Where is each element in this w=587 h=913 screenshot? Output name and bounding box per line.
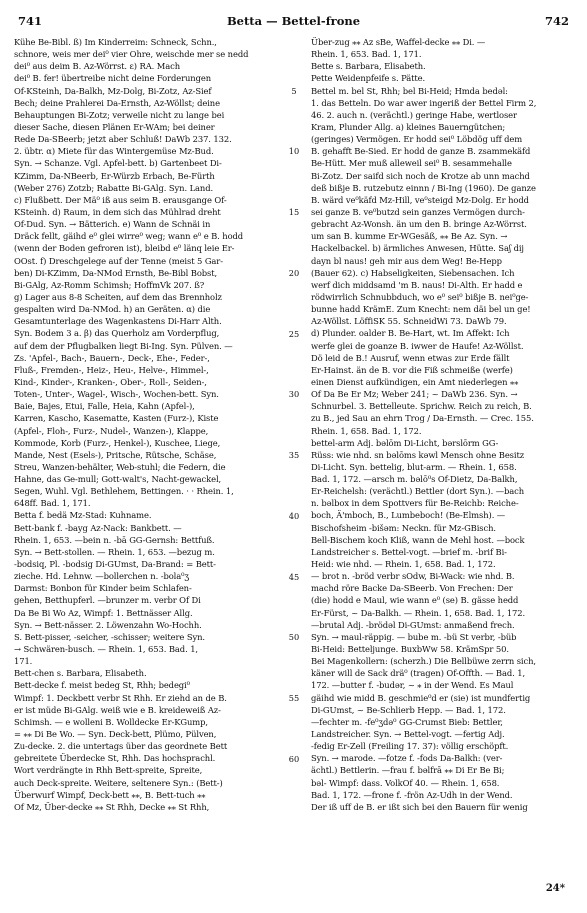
text-line: Hahne, das Ge-mull; Gott-walt's, Nacht-gewackel, bbox=[14, 474, 222, 485]
line-number: 55 bbox=[288, 693, 300, 704]
text-line: —fechter m. -fe⁰ʒdə⁰ GG-Crumst Bieb: Bettler, bbox=[311, 716, 503, 727]
text-line: boch, Ä'mboch, B., Lumbeboch! (Be-Elmsh). — bbox=[311, 510, 506, 521]
text-line: dei⁰ B. fer! übertreibe nicht deine Forderungen bbox=[14, 73, 211, 84]
text-line: Syn. → Schanze. Vgl. Apfel-bett. b) Gartenbeet Di- bbox=[14, 158, 222, 169]
text-line: gäihd wie midd B. geschmie⁰d er (sie) ist mundfertig bbox=[311, 692, 531, 703]
text-line: gebracht Az-Wonsh. än um den B. bringe Az-Wörrst. bbox=[311, 219, 527, 230]
text-line: Bett-bank f. -bayg Az-Nack: Bankbett. — bbox=[14, 522, 182, 533]
text-line: Syn. Bodem 3 a. β) das Querholz am Vorderpflug, bbox=[14, 328, 220, 339]
line-number: 50 bbox=[288, 632, 300, 643]
text-line: werf dich middsamd 'm B. naus! Di-Alth. Er hadd e bbox=[311, 279, 523, 290]
text-line: bettel-arm Adj. bəlōm Di-Licht, bərslōrm GG- bbox=[311, 437, 499, 448]
text-line: Bi-Heid: Betteljunge. BuxbWw 58. KrämSpr 50. bbox=[311, 644, 509, 655]
text-line: Der iß uff de B. er ißt sich bei den Bauern für wenig bbox=[311, 801, 528, 812]
text-line: Bad. 1, 172. —frone f. -frön Az-Udh in der Wend. bbox=[311, 789, 513, 800]
text-line: Syn. → maul-räppig. — bube m. -bü St verbr, -büb bbox=[311, 631, 517, 642]
text-line: (Bauer 62). c) Habseligkeiten, Siebensachen. Ich bbox=[311, 267, 515, 278]
text-line: Da Be Bi Wo Az, Wimpf: 1. Bettnässer Allg. bbox=[14, 607, 193, 618]
text-line: Bette s. Barbara, Elisabeth. bbox=[311, 61, 426, 72]
text-line: Mande, Nest (Esels-), Pritsche, Rütsche, Schäse, bbox=[14, 449, 217, 460]
text-line: Hackelbackel. b) ärmliches Anwesen, Hütte. Saʃ dij bbox=[311, 243, 524, 254]
text-line: Wort verdrängte in Rhh Bett-spreite, Spreite, bbox=[14, 765, 203, 776]
text-line: sei ganze B. ve⁰butzd sein ganzes Vermögen durch- bbox=[311, 206, 525, 217]
text-line: n. bəlbox in dem Spottvers für Be-Reichb: Reiche- bbox=[311, 498, 519, 509]
text-line: 1. das Betteln. Do war awer ingeriß der Bettel Firm 2, bbox=[311, 97, 537, 108]
text-line: Er-Fürst, ~ Da-Balkh. — Rhein. 1, 658. Bad. 1, 172. bbox=[311, 607, 526, 618]
text-line: Fluß-, Fremden-, Heiz-, Heu-, Helve-, Himmel-, bbox=[14, 364, 209, 375]
text-line: bunne hadd KrämE. Zum Knecht: nem däi bel un ge! bbox=[311, 304, 531, 315]
text-line: Streu, Wanzen-behälter, Web-stuhl; die Federn, die bbox=[14, 461, 226, 472]
text-line: -bodsiq, Pl. -bodsig Di-GUmst, Da-Brand: = Bett- bbox=[14, 559, 216, 570]
text-line: käner will de Sack drä⁰ (tragen) Of-Offth. — Bad. 1, bbox=[311, 668, 526, 679]
running-title: Betta — Bettel-frone bbox=[226, 14, 361, 28]
text-line: dayn bl naus! geh mir aus dem Weg! Be-Hepp bbox=[311, 255, 502, 266]
text-line: Rüss: wie nhd. sn bəlōms kəwl Mensch ohne Besitz bbox=[311, 449, 525, 460]
text-line: ächtl.) Bettlerin. —frau f. bəlfrā ⁎⁎ Di Er Be Bi; bbox=[311, 765, 505, 776]
text-line: Rhein. 1, 658. Bad. 1, 172. bbox=[311, 425, 422, 436]
text-line: S. Bett-pisser, -seicher, -schisser; weitere Syn. bbox=[14, 631, 205, 642]
text-line: Rhein. 1, 653. Bad. 1, 171. bbox=[311, 49, 422, 60]
text-line: um san B. kumme Er-WGesäß, ⁎⁎ Be Az. Syn. → bbox=[311, 231, 508, 242]
text-line: Bischofsheim -bišəm: Neckn. für Mz-GBisch. bbox=[311, 522, 496, 533]
text-line: Be-Hütt. Mer muß alleweil sei⁰ B. sesammehalle bbox=[311, 158, 512, 169]
text-line: bəl- Wimpf: dass. VolkOf 40. — Rhein. 1, 658. bbox=[311, 777, 500, 788]
text-line: machd röre Backe Da-SBeerb. Von Frechen: Der bbox=[311, 583, 513, 594]
text-line: Kühe Be-Bibl. ß) Im Kinderreim: Schneck, Schn., bbox=[14, 37, 217, 47]
text-line: (wenn der Boden gefroren ist), bleibd e⁰ länq leie Er- bbox=[14, 243, 235, 254]
text-line: 2. übtr. α) Miete für das Wintergemüse Mz-Bud. bbox=[14, 146, 214, 157]
text-line: B. wärd ve⁰käfd Mz-Hill, ve⁰steigd Mz-Dolg. Er hodd bbox=[311, 194, 529, 205]
line-number: 20 bbox=[288, 267, 300, 278]
text-line: -fedig Er-Zell (Freiling 17. 37): völlig erschöpft. bbox=[311, 741, 509, 752]
text-line: Bett-decke f. meist bedeg St, Rhh; bedegi⁰ bbox=[14, 680, 190, 691]
text-line: auf dem der Pflugbalken liegt Bi-Ing. Syn. Pülven. — bbox=[14, 340, 233, 351]
text-line: ben) Di-KZimm, Da-NMod Ernsth, Be-Bibl Bobst, bbox=[14, 267, 218, 278]
text-line: (Apfel-, Floh-, Furz-, Nudel-, Wanzen-), Klappe, bbox=[14, 425, 209, 436]
text-line: Bell-Bischem koch Kliß, wann de Mehl host. —bock bbox=[311, 534, 525, 545]
text-line: Über-zug ⁎⁎ Az sBe, Waffel-decke ⁎⁎ Di. — bbox=[311, 37, 486, 47]
text-line: Of-KSteinh, Da-Balkh, Mz-Dolg, Bi-Zotz, Az-Sief bbox=[14, 85, 212, 96]
text-line: d) Plunder. oalder B. Be-Hart, wt. Im Affekt: Ich bbox=[311, 328, 510, 339]
text-line: Of Da Be Er Mz; Weber 241; ~ DaWb 236. Syn. → bbox=[311, 389, 518, 400]
text-line: = ⁎⁎ Di Be Wo. — Syn. Deck-bett, Plümo, Pülven, bbox=[14, 729, 217, 740]
line-number: 40 bbox=[288, 510, 300, 521]
text-line: Darmst: Bonbon für Kinder beim Schlafen- bbox=[14, 583, 192, 594]
text-line: (Weber 276) Zotzb; Rabatte Bi-GAlg. Syn. Land. bbox=[14, 182, 214, 193]
text-line: 171. bbox=[14, 656, 33, 667]
text-line: Bi-GAlg, Az-Romm Schimsh; HoffmVk 207. ß? bbox=[14, 279, 205, 290]
text-line: Rede Da-SBeerb; jetzt aber Schluß! DaWb 237. 132. bbox=[14, 134, 232, 145]
text-line: — brot n. -bröd verbr sOdw, Bi-Wack: wie nhd. B. bbox=[311, 571, 515, 582]
text-line: deß bißje B. rutzebutz einnn / Bi-Ing (1960). De ganze bbox=[311, 182, 536, 193]
left-column bbox=[14, 36, 276, 813]
text-line: dieser Sache, diesen Plänen Er-WAm; bei deiner bbox=[14, 121, 215, 132]
text-line: Syn. → Bett-nässer. 2. Löwenzahn Wo-Hochh. bbox=[14, 619, 202, 630]
text-line: Zu-decke. 2. die untertags über das geordnete Bett bbox=[14, 741, 228, 752]
text-line: 648ff. Bad. 1, 171. bbox=[14, 498, 91, 509]
text-line: Heid: wie nhd. — Rhein. 1, 658. Bad. 1, 172. bbox=[311, 559, 496, 570]
text-line: c) Flußbett. Der Mä⁰ iß aus seim B. erausgange Of- bbox=[14, 194, 227, 205]
text-line: (die) hodd e Maul, wie wann e⁰ (se) B. gässe hedd bbox=[311, 595, 519, 606]
text-line: Er-Reichelsh: (verächtl.) Bettler (dort Syn.). —bach bbox=[311, 486, 525, 497]
text-line: Kommode, Korb (Furz-, Henkel-), Kuschee, Liege, bbox=[14, 437, 221, 448]
text-line: OOst. f) Dreschgelege auf der Tenne (meist 5 Gar- bbox=[14, 255, 223, 266]
text-line: Überwurf Wimpf, Deck-bett ⁎⁎, B. Bett-tuch ⁎⁎ bbox=[14, 789, 206, 800]
text-line: einen Dienst aufkündigen, ein Amt niederlegen ⁎⁎ bbox=[311, 376, 519, 387]
text-line: Wimpf: 1. Deckbett verbr St Rhh. Er ziehd an de B. bbox=[14, 692, 227, 703]
line-number: 15 bbox=[288, 207, 300, 218]
text-line: g) Lager aus 8-8 Scheiten, auf dem das Brennholz bbox=[14, 291, 222, 302]
text-line: Landstreicher. Syn. → Bettel-vogt. —fertig Adj. bbox=[311, 729, 505, 740]
right-column bbox=[311, 36, 573, 813]
text-line: 172. —butter f. -budər, ~ ⁎ in der Wend. Es Maul bbox=[311, 680, 514, 691]
text-line: Bech; deine Prahlerei Da-Ernsth, Az-Wöllst; deine bbox=[14, 97, 220, 108]
text-line: Bad. 1, 172. —arsch m. bəlō⁰s Of-Dietz, Da-Balkh, bbox=[311, 474, 518, 485]
text-line: → Schwären-busch. — Rhein. 1, 653. Bad. 1, bbox=[14, 644, 198, 655]
text-line: Toten-, Unter-, Wagel-, Wisch-, Wochen-bett. Syn. bbox=[14, 389, 219, 400]
text-line: Schnurbel. 3. Bettelleute. Sprichw. Reich zu reich, B. bbox=[311, 401, 532, 412]
text-line: 46. 2. auch n. (verächtl.) geringe Habe, wertloser bbox=[311, 109, 517, 120]
text-line: gebreitete Überdecke St, Rhh. Das hochsprachl. bbox=[14, 753, 216, 764]
text-line: KZimm, Da-NBeerb, Er-Würzb Erbach, Be-Fürth bbox=[14, 170, 215, 181]
text-line: werfe glei de goanze B. iwwer de Haufe! Az-Wöllst. bbox=[311, 340, 524, 351]
line-number: 30 bbox=[288, 389, 300, 400]
text-line: Bei Magenkollern: (scherzh.) Die Bellbüwe zerrn sich, bbox=[311, 656, 536, 667]
text-line: Of Mz, Über-decke ⁎⁎ St Rhh, Decke ⁎⁎ St Rhh, bbox=[14, 801, 210, 812]
line-number: 35 bbox=[288, 450, 300, 461]
text-line: dei⁰ aus deim B. Az-Wörrst. ε) RA. Mach bbox=[14, 61, 181, 72]
text-line: auch Deck-spreite. Weitere, seltenere Syn.: (Bett-) bbox=[14, 777, 223, 788]
text-line: —brutal Adj. -brödəl Di-GUmst: anmaßend frech. bbox=[311, 619, 515, 630]
text-line: Karren, Kascho, Kasematte, Kasten (Furz-), Kiste bbox=[14, 413, 219, 424]
text-line: Landstreicher s. Bettel-vogt. —brief m. -brif Bi- bbox=[311, 546, 507, 557]
line-number: 5 bbox=[291, 85, 297, 96]
text-line: gehen, Betthupferl. —brunzer m. verbr Of Di bbox=[14, 595, 201, 606]
text-line: B. gehafft Be-Sied. Er hodd de ganze B. zsammekäfd bbox=[311, 146, 531, 157]
text-line: zieche. Hd. Lehnw. —bollerchen n. -bola⁰ʒ bbox=[14, 571, 190, 582]
text-line: Schimsh. — e wolleni B. Wolldecke Er-KGump, bbox=[14, 716, 208, 727]
text-line: zu B., jed Sau an ehrn Trog / Da-Ernsth. — Crec. 155. bbox=[311, 413, 534, 424]
text-line: Kram, Plunder Allg. a) kleines Bauerngütchen; bbox=[311, 121, 506, 132]
text-line: KSteinh. d) Raum, in dem sich das Mühlrad dreht bbox=[14, 206, 221, 217]
text-line: er ist müde Bi-GAlg. weiß wie e B. kreideweiß Az- bbox=[14, 704, 221, 715]
text-line: Di-GUmst, ~ Be-Schlierb Hepp. — Bad. 1, 172. bbox=[311, 704, 506, 715]
text-line: Behauptungen Bi-Zotz; verweile nicht zu lange bei bbox=[14, 109, 225, 120]
text-line: Er-Hainst. än de B. vor die Fiß schmeiße (werfe) bbox=[311, 364, 513, 375]
text-line: gespalten wird Da-NMod. h) an Geräten. α) die bbox=[14, 304, 211, 315]
page-number-right: 742 bbox=[544, 14, 569, 28]
text-line: rödwirrlich Schnubbduch, wo e⁰ sei⁰ bißje B. nei⁰ge- bbox=[311, 291, 529, 302]
line-number: 45 bbox=[288, 571, 300, 582]
text-line: (geringes) Vermögen. Er hodd sei⁰ Löbdög uff dem bbox=[311, 134, 523, 145]
text-line: Kind-, Kinder-, Kranken-, Ober-, Roll-, Seiden-, bbox=[14, 376, 207, 387]
line-number: 60 bbox=[288, 753, 300, 764]
text-line: Of-Dud. Syn. → Bätterich. e) Wann de Schnäi in bbox=[14, 219, 211, 230]
text-line: schnore, weis mer dei⁰ vier Ohre, weischde mer se nedd bbox=[14, 49, 249, 60]
page-number-left: 741 bbox=[18, 14, 43, 28]
text-line: Az-Wöllst. LöffiSK 55. SchneidWi 73. DaWb 79. bbox=[311, 316, 507, 327]
text-line: Bettel m. bel St, Rhh; bel Bi-Heid; Hmda bedəl: bbox=[311, 85, 508, 96]
text-line: Dräck fellt, gäihd e⁰ glei wirre⁰ weg; wann e⁰ e B. hodd bbox=[14, 231, 244, 242]
text-line: Bett-chen s. Barbara, Elisabeth. bbox=[14, 668, 147, 679]
text-line: Syn. → marode. —fotze f. -fods Da-Balkh: (ver- bbox=[311, 753, 503, 764]
text-line: Baie, Bajes, Etui, Falle, Heia, Kahn (Apfel-), bbox=[14, 401, 195, 412]
line-number: 25 bbox=[288, 328, 300, 339]
text-line: Gesamtunterlage des Wagenkastens Di-Harr Alth. bbox=[14, 316, 222, 327]
page-header bbox=[18, 14, 569, 30]
line-number: 10 bbox=[288, 146, 300, 157]
text-line: Syn. → Bett-stollen. — Rhein. 1, 653. —bezug m. bbox=[14, 546, 215, 557]
text-line: Di-Licht. Syn. bettelig, blut-arm. — Rhein. 1, 658. bbox=[311, 461, 517, 472]
printer-signature: 24* bbox=[545, 883, 565, 894]
text-line: Pette Weidenpfeife s. Pätte. bbox=[311, 73, 426, 84]
text-line: Segen, Wuhl. Vgl. Bethlehem, Bettingen. · · Rhein. 1, bbox=[14, 486, 234, 497]
text-line: Dö leid de B.! Ausruf, wenn etwas zur Erde fällt bbox=[311, 352, 510, 363]
text-line: Zs. 'Apfel-, Bach-, Bauern-, Deck-, Ehe-, Feder-, bbox=[14, 352, 210, 363]
text-line: Betta f. bedä Mz-Stad: Kuhname. bbox=[14, 510, 152, 521]
text-line: Rhein. 1, 653. —bein n. -bā GG-Gernsh: Bettfuß. bbox=[14, 534, 215, 545]
text-line: Bi-Zotz. Der saifd sich noch de Krotze ab unn machd bbox=[311, 170, 530, 181]
